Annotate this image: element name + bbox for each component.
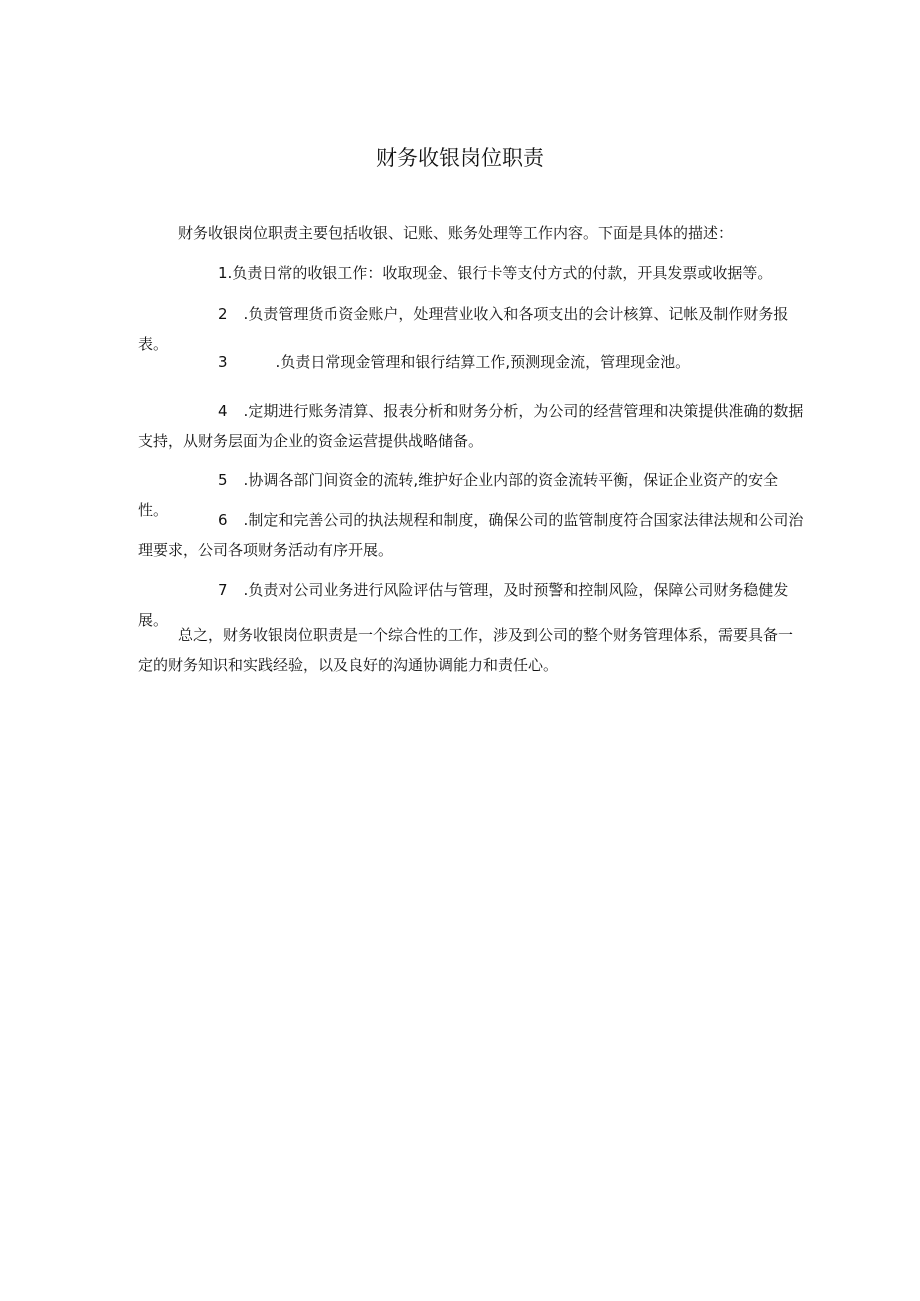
item-text: .负责对公司业务进行风险评估与管理，及时预警和控制风险，保障公司财务稳健发展。 [138, 581, 789, 629]
item-number: 4 [218, 402, 228, 420]
list-item-1 [138, 258, 806, 288]
list-item-3 [138, 347, 806, 377]
item-number: 5 [218, 471, 228, 489]
item-number: 1 [218, 264, 228, 282]
item-text: .协调各部门间资金的流转,维护好企业内部的资金流转平衡，保证企业资产的安全性。 [138, 471, 779, 519]
intro-paragraph: 财务收银岗位职责主要包括收银、记账、账务处理等工作内容。下面是具体的描述： [178, 224, 734, 242]
item-text: .负责管理货币资金账户，处理营业收入和各项支出的会计核算、记帐及制作财务报表。 [138, 305, 789, 353]
list-item-6 [138, 505, 806, 565]
list-item-4 [138, 396, 806, 456]
item-number: 6 [218, 511, 228, 529]
item-number: 3 [218, 353, 228, 371]
item-text: .制定和完善公司的执法规程和制度，确保公司的监管制度符合国家法律法规和公司治理要求，公司各项财务活动有序开展。 [138, 511, 804, 559]
page-title: 财务收银岗位职责 [376, 146, 544, 170]
item-number: 7 [218, 581, 228, 599]
item-number: 2 [218, 305, 228, 323]
summary-paragraph: 总之，财务收银岗位职责是一个综合性的工作，涉及到公司的整个财务管理体系，需要具备一定的财务知识和实践经验，以及良好的沟通协调能力和责任心。 [138, 626, 794, 674]
item-text: .定期进行账务清算、报表分析和财务分析，为公司的经营管理和决策提供准确的数据支持，从财务层面为企业的资金运营提供战略储备。 [138, 402, 804, 450]
item-text: .负责日常的收银工作：收取现金、银行卡等支付方式的付款，开具发票或收据等。 [227, 264, 773, 282]
item-text: .负责日常现金管理和银行结算工作,预测现金流，管理现金池。 [275, 353, 691, 371]
